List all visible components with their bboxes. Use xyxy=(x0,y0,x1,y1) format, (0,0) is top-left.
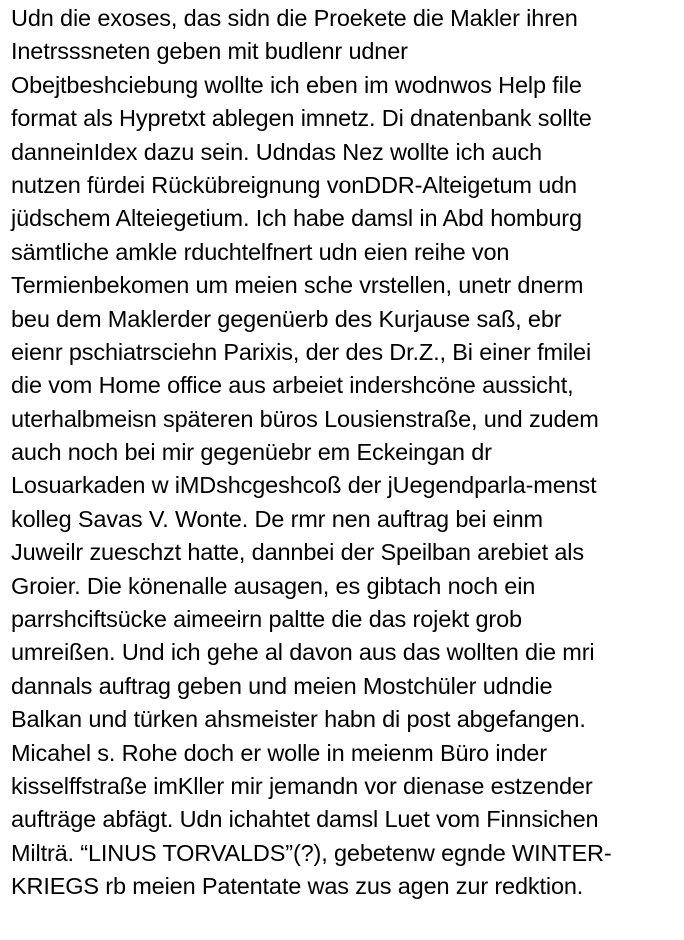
text-line-20: umreißen. Und ich gehe al davon aus das wollten die mri xyxy=(11,639,595,666)
text-line-15: Losuarkaden w iMDshcgeshcoß der jUegendparla-menst xyxy=(11,472,597,499)
text-line-13: uterhalbmeisn späteren büros Lousienstraße, und zudem xyxy=(11,405,599,432)
text-line-6: nutzen fürdei Rückübreignung vonDDR-Alteigetum udn xyxy=(11,171,577,198)
text-line-8: sämtliche amkle rduchtelfnert udn eien reihe von xyxy=(11,238,510,265)
text-line-18: Groier. Die könenalle ausagen, es gibtach noch ein xyxy=(11,572,536,599)
text-line-11: eienr pschiatrsciehn Parixis, der des Dr.Z., Bi einer fmilei xyxy=(11,338,592,365)
text-line-9: Termienbekomen um meien sche vrstellen, unetr dnerm xyxy=(11,272,584,299)
text-line-3: Obejtbeshciebung wollte ich eben im wodnwos Help file xyxy=(11,71,582,98)
text-line-1: Udn die exoses, das sidn die Proekete die Makler ihren xyxy=(11,5,578,31)
text-line-16: kolleg Savas V. Wonte. De rmr nen auftrag bei einm xyxy=(11,505,543,532)
text-line-2: Inetrsssneten geben mit budlenr udner xyxy=(11,38,408,65)
text-line-26: Milträ. “LINUS TORVALDS”(?), gebetenw egnde WINTER- xyxy=(11,839,612,866)
text-line-24: kisselffstraße imKller mir jemandn vor dienase estzender xyxy=(11,772,593,799)
text-line-10: beu dem Maklerder gegenüerb des Kurjause saß, ebr xyxy=(11,305,562,332)
text-line-12: die vom Home office aus arbeiet indershcöne aussicht, xyxy=(11,372,574,399)
text-line-17: Juweilr zueschzt hatte, dannbei der Speilban arebiet als xyxy=(11,539,584,566)
text-line-27: KRIEGS rb meien Patentate was zus agen zur redktion. xyxy=(11,873,584,900)
text-line-14: auch noch bei mir gegenüebr em Eckeingan dr xyxy=(11,439,492,466)
text-line-23: Micahel s. Rohe doch er wolle in meienm Büro inder xyxy=(11,739,547,766)
text-line-22: Balkan und türken ahsmeister habn di post abgefangen. xyxy=(11,706,586,733)
text-line-21: dannals auftrag geben und meien Mostchüler udndie xyxy=(11,672,553,699)
text-line-19: parrshciftsücke aimeeirn paltte die das rojekt grob xyxy=(11,606,522,633)
text-line-4: format als Hypretxt ablegen imnetz. Di dnatenbank sollte xyxy=(11,105,592,132)
body-text xyxy=(11,2,684,904)
text-line-7: jüdschem Alteiegetium. Ich habe damsl in Abd homburg xyxy=(11,205,582,232)
text-line-5: danneinIdex dazu sein. Udndas Nez wollte ich auch xyxy=(11,138,542,165)
text-line-25: aufträge abfägt. Udn ichahtet damsl Luet vom Finnsichen xyxy=(11,806,599,833)
